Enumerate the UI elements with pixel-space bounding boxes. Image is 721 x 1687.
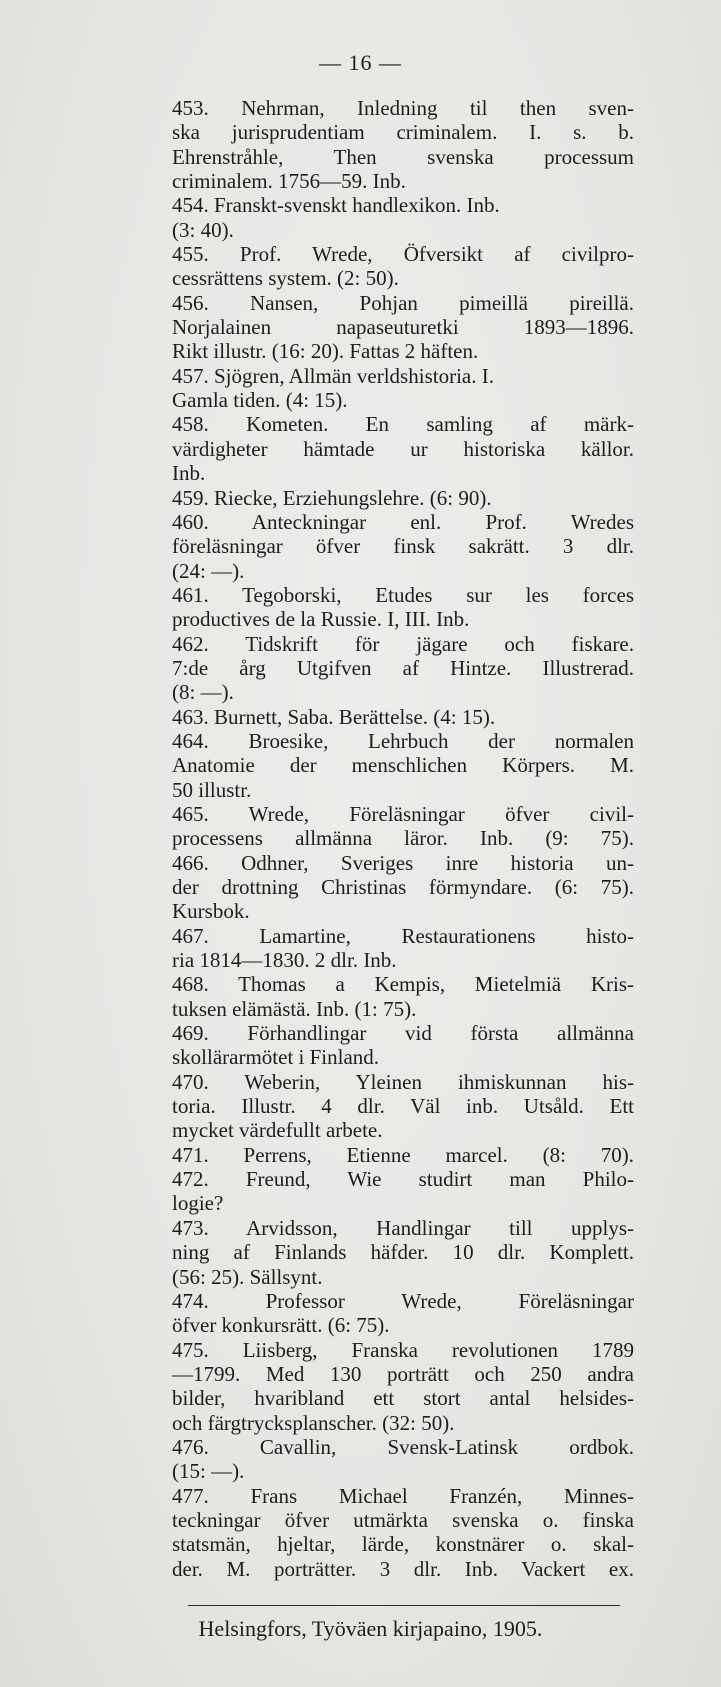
catalog-line: der. M. porträtter. 3 dlr. Inb. Vackert ex. — [172, 1556, 634, 1581]
catalog-line: —1799. Med 130 porträtt och 250 andra — [172, 1361, 634, 1386]
catalog-line: 470. Weberin, Yleinen ihmiskunnan his- — [172, 1069, 634, 1094]
catalog-line: processens allmänna läror. Inb. (9: 75). — [172, 826, 634, 851]
catalog-line: logie? — [172, 1191, 224, 1216]
catalog-line: 465. Wrede, Föreläsningar öfver civil- — [172, 801, 634, 826]
catalog-line: föreläsningar öfver finsk sakrätt. 3 dlr. — [172, 534, 634, 559]
catalog-line: 459. Riecke, Erziehungslehre. (6: 90). — [172, 485, 492, 510]
catalog-line: 467. Lamartine, Restaurationens histo- — [172, 923, 634, 948]
catalog-line: 468. Thomas a Kempis, Mietelmiä Kris- — [172, 972, 634, 997]
catalog-line: värdigheter hämtade ur historiska källor. — [172, 436, 634, 461]
catalog-line: productives de la Russie. I, III. Inb. — [172, 607, 470, 632]
catalog-line: teckningar öfver utmärkta svenska o. finska — [172, 1507, 634, 1532]
printer-imprint: Helsingfors, Työväen kirjapaino, 1905. — [198, 1616, 543, 1641]
catalog-line: bilder, hvaribland ett stort antal helsides- — [172, 1386, 634, 1411]
catalog-line: (56: 25). Sällsynt. — [172, 1264, 323, 1289]
catalog-line: Anatomie der menschlichen Körpers. M. — [172, 753, 634, 778]
catalog-line: Rikt illustr. (16: 20). Fattas 2 häften. — [172, 339, 479, 364]
catalog-line: (3: 40). — [172, 217, 234, 242]
catalog-line: Ehrenstråhle, Then svenska processum — [172, 144, 634, 169]
catalog-line: der drottning Christinas förmyndare. (6: 75). — [172, 875, 634, 899]
catalog-line: criminalem. 1756—59. Inb. — [172, 169, 406, 194]
catalog-line: 458. Kometen. En samling af märk- — [172, 412, 634, 437]
catalog-line: toria. Illustr. 4 dlr. Väl inb. Utsåld. Ett — [172, 1094, 634, 1119]
catalog-line: och färgtrycksplanscher. (32: 50). — [172, 1410, 455, 1435]
catalog-line: öfver konkursrätt. (6: 75). — [172, 1313, 390, 1338]
catalog-line: tuksen elämästä. Inb. (1: 75). — [172, 996, 417, 1021]
catalog-line: 455. Prof. Wrede, Öfversikt af civilpro- — [172, 242, 634, 267]
catalog-listing — [172, 96, 634, 1581]
catalog-line: mycket värdefullt arbete. — [172, 1118, 383, 1143]
catalog-line: 456. Nansen, Pohjan pimeillä pireillä. — [172, 290, 634, 315]
catalog-line: Norjalainen napaseuturetki 1893—1896. — [172, 315, 634, 340]
catalog-line: 457. Sjögren, Allmän verldshistoria. I. — [172, 363, 494, 388]
catalog-line: (8: —). — [172, 680, 234, 705]
catalog-line: Gamla tiden. (4: 15). — [172, 388, 348, 413]
catalog-line: 477. Frans Michael Franzén, Minnes- — [172, 1483, 634, 1508]
catalog-line: 474. Professor Wrede, Föreläsningar — [172, 1288, 634, 1313]
catalog-line: 473. Arvidsson, Handlingar till upplys- — [172, 1215, 634, 1240]
catalog-line: 476. Cavallin, Svensk-Latinsk ordbok. — [172, 1434, 634, 1459]
catalog-line: 453. Nehrman, Inledning til then sven- — [172, 96, 634, 120]
catalog-line: ria 1814—1830. 2 dlr. Inb. — [172, 948, 397, 973]
catalog-line: Kursbok. — [172, 899, 250, 924]
catalog-line: Inb. — [172, 461, 206, 486]
catalog-line: 469. Förhandlingar vid första allmänna — [172, 1021, 634, 1046]
catalog-line: 50 illustr. — [172, 777, 252, 802]
catalog-line: 464. Broesike, Lehrbuch der normalen — [172, 728, 634, 753]
catalog-line: cessrättens system. (2: 50). — [172, 266, 399, 291]
catalog-line: 475. Liisberg, Franska revolutionen 1789 — [172, 1337, 634, 1362]
catalog-line: 454. Franskt-svenskt handlexikon. Inb. — [172, 193, 500, 218]
catalog-line: ning af Finlands häfder. 10 dlr. Komplett. — [172, 1240, 634, 1265]
catalog-line: (24: —). — [172, 558, 245, 583]
page-number: — 16 — — [319, 50, 402, 75]
catalog-line: 460. Anteckningar enl. Prof. Wredes — [172, 509, 634, 534]
catalog-line: 472. Freund, Wie studirt man Philo- — [172, 1167, 634, 1192]
catalog-line: ska jurisprudentiam criminalem. I. s. b. — [172, 120, 634, 145]
catalog-line: 471. Perrens, Etienne marcel. (8: 70). — [172, 1142, 634, 1167]
catalog-line: statsmän, hjeltar, lärde, konstnärer o. skal- — [172, 1532, 634, 1557]
catalog-line: 7:de årg Utgifven af Hintze. Illustrerad. — [172, 655, 634, 680]
catalog-line: (15: —). — [172, 1459, 245, 1484]
catalog-line: 463. Burnett, Saba. Berättelse. (4: 15). — [172, 704, 496, 729]
footer-divider — [188, 1605, 620, 1606]
catalog-line: skollärarmötet i Finland. — [172, 1045, 380, 1070]
catalog-line: 462. Tidskrift för jägare och fiskare. — [172, 631, 634, 656]
catalog-line: 461. Tegoborski, Etudes sur les forces — [172, 582, 634, 607]
catalog-line: 466. Odhner, Sveriges inre historia un- — [172, 850, 634, 875]
